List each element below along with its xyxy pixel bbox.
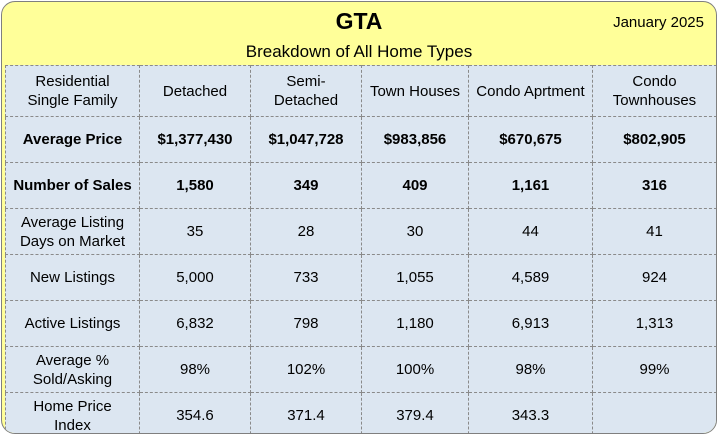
table-header-row [6,66,717,117]
page-title: GTA [335,8,383,34]
table-cell: 99% [593,347,717,393]
table-cell: 28 [251,209,362,255]
table-cell: 733 [251,255,362,301]
row-label: Number of Sales [6,163,140,209]
table-cell: 5,000 [140,255,251,301]
page-subtitle: Breakdown of All Home Types [245,42,473,61]
column-header: Town Houses [362,66,469,117]
table-cell: 100% [362,347,469,393]
column-header: Detached [140,66,251,117]
table-row [6,393,717,435]
table-cell: $802,905 [593,117,717,163]
table-cell: 343.3 [469,393,593,435]
table-cell: 6,832 [140,301,251,347]
column-header: Condo Aprtment [469,66,593,117]
table-cell: 4,589 [469,255,593,301]
table-cell: $1,047,728 [251,117,362,163]
table-cell: 798 [251,301,362,347]
table-cell: 1,161 [469,163,593,209]
table-row [6,301,717,347]
table-cell: 1,313 [593,301,717,347]
table-cell: 41 [593,209,717,255]
table-cell: 1,055 [362,255,469,301]
table-cell: 30 [362,209,469,255]
table-cell: 316 [593,163,717,209]
table-cell: 98% [140,347,251,393]
table-cell: 349 [251,163,362,209]
row-label: Average Price [6,117,140,163]
table-row [6,347,717,393]
table-cell: 371.4 [251,393,362,435]
table-cell: $983,856 [362,117,469,163]
table-cell: 409 [362,163,469,209]
column-header: Residential Single Family [6,66,140,117]
table-cell: 98% [469,347,593,393]
table-cell: 44 [469,209,593,255]
table-cell: $1,377,430 [140,117,251,163]
row-label: Home Price Index [6,393,140,435]
table-cell: 1,180 [362,301,469,347]
home-types-table [5,65,717,434]
table-cell: $670,675 [469,117,593,163]
row-label: Average Listing Days on Market [6,209,140,255]
column-header: Semi- Detached [251,66,362,117]
row-label: Active Listings [6,301,140,347]
report-date: January 2025 [613,14,704,31]
table-cell: 35 [140,209,251,255]
table-cell: 354.6 [140,393,251,435]
table-cell: 924 [593,255,717,301]
table-row [6,255,717,301]
row-label: New Listings [6,255,140,301]
table-cell: 6,913 [469,301,593,347]
row-label: Average % Sold/Asking [6,347,140,393]
table-row [6,163,717,209]
report-panel [1,1,717,434]
table-cell: 102% [251,347,362,393]
table-row [6,117,717,163]
table-row [6,209,717,255]
table-cell: 379.4 [362,393,469,435]
table-cell: 1,580 [140,163,251,209]
column-header: Condo Townhouses [593,66,717,117]
table-cell [593,393,717,435]
